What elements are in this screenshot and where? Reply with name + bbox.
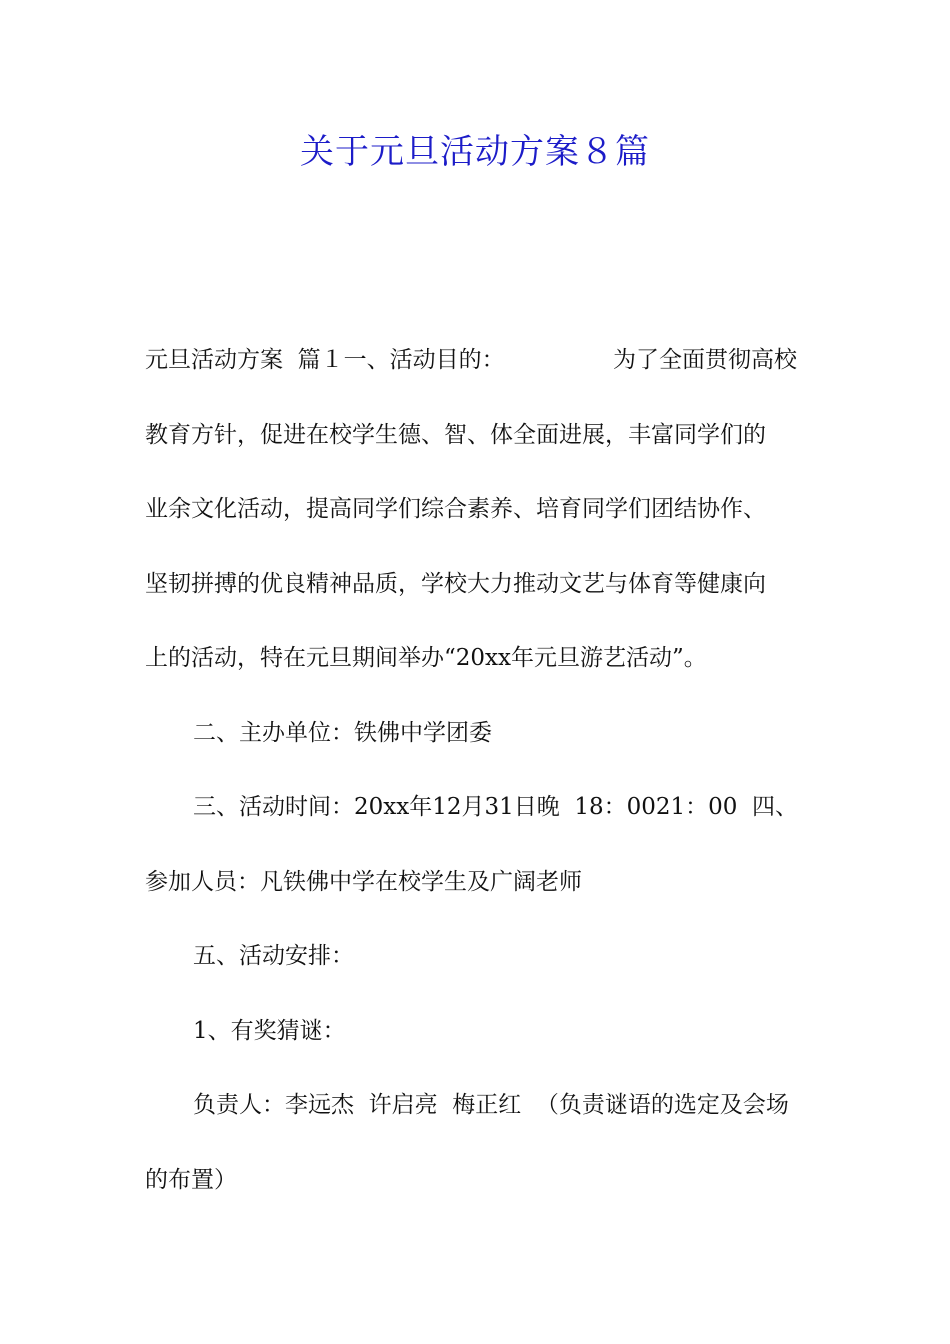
host-unit-line: 二、主办单位：铁佛中学团委 <box>193 720 492 746</box>
paragraph-line-1b: 为了全面贯彻高校 <box>613 347 797 373</box>
document-title: 关于元旦活动方案８篇 <box>300 132 650 172</box>
responsible-line-cont: 的布置） <box>145 1167 237 1193</box>
paragraph-line-1a: 元旦活动方案 篇１一、活动目的： <box>145 347 505 373</box>
participants-line: 参加人员：凡铁佛中学在校学生及广阔老师 <box>145 869 582 895</box>
arrangement-heading: 五、活动安排： <box>193 943 354 969</box>
activity-time-line: 三、活动时间：20xx年12月31日晚 18：0021：00 四、 <box>193 794 799 820</box>
riddle-item: 1、有奖猜谜： <box>193 1018 346 1044</box>
paragraph-line-5: 上的活动，特在元旦期间举办“20xx年元旦游艺活动”。 <box>145 645 707 671</box>
paragraph-line-4: 坚韧拼搏的优良精神品质，学校大力推动文艺与体育等健康向 <box>145 571 766 597</box>
paragraph-line-2: 教育方针，促进在校学生德、智、体全面进展，丰富同学们的 <box>145 422 766 448</box>
paragraph-line-3: 业余文化活动，提高同学们综合素养、培育同学们团结协作、 <box>145 496 766 522</box>
responsible-line: 负责人：李远杰 许启亮 梅正红 （负责谜语的选定及会场 <box>193 1092 789 1118</box>
